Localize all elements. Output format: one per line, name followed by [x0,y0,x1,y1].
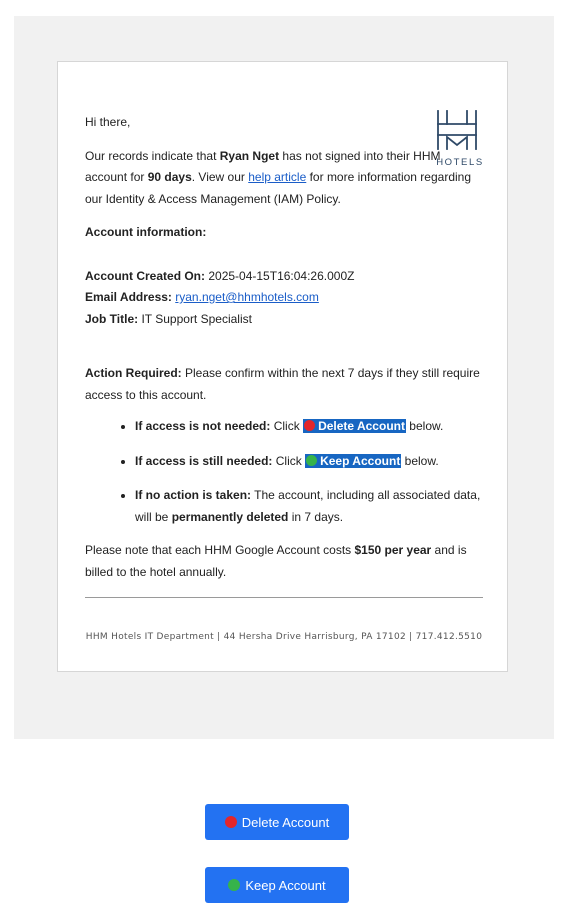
email-address-link[interactable]: ryan.nget@hhmhotels.com [175,290,319,304]
email-preview-background [14,16,554,739]
cost-amount: $150 per year [354,543,432,557]
job-title-value: IT Support Specialist [138,311,252,326]
green-circle-icon [306,455,317,466]
green-circle-icon [228,879,240,891]
delete-account-label: Delete Account [241,814,330,830]
red-circle-icon [225,816,237,828]
footer-divider [85,597,483,598]
email-address-row: Email Address: ryan.nget@hhmhotels.com [85,290,319,304]
job-title-row: Job Title: IT Support Specialist [85,311,252,326]
email-card [57,61,508,672]
email-footer: HHM Hotels IT Department | 44 Hersha Drive Harrisburg, PA 17102 | 717.412.5510 [85,632,483,642]
keep-account-button[interactable] [205,867,349,903]
account-created-value: 2025-04-15T16:04:26.000Z [205,268,355,283]
account-created-row: Account Created On: 2025-04-15T16:04:26.000Z [85,268,355,283]
inline-keep-account-label: Keep Account [305,454,401,468]
list-item: • If access is still needed: Click Keep Account below. [135,451,483,473]
list-item: • If no action is taken: The account, including all associated data, will be permanently deleted in 7 days. [135,485,483,528]
action-required-paragraph: Action Required: Please confirm within the next 7 days if they still require access to this account. [85,366,480,402]
help-article-link[interactable]: help article [248,170,307,184]
account-info-heading: Account information: [85,225,207,239]
user-name: Ryan Nget [219,148,280,163]
inline-delete-account-label: Delete Account [303,419,406,433]
red-circle-icon [304,420,315,431]
list-item: • If access is not needed: Click Delete Account below. [135,416,483,438]
keep-account-label: Keep Account [245,877,326,893]
action-options-list [85,416,483,528]
delete-account-button[interactable] [205,804,349,840]
email-body [85,112,483,649]
cost-note: Please note that each HHM Google Account costs $150 per year and is billed to the hotel annually. [85,543,467,579]
intro-paragraph: Our records indicate that Ryan Nget has not signed into their HHM account for 90 days. View our help article for more information regarding our Identity & Access Management (IAM) Policy. [85,148,472,206]
inactive-days: 90 days [147,170,192,184]
greeting: Hi there, [85,115,131,129]
logo-wordmark: HOTELS [436,157,484,168]
